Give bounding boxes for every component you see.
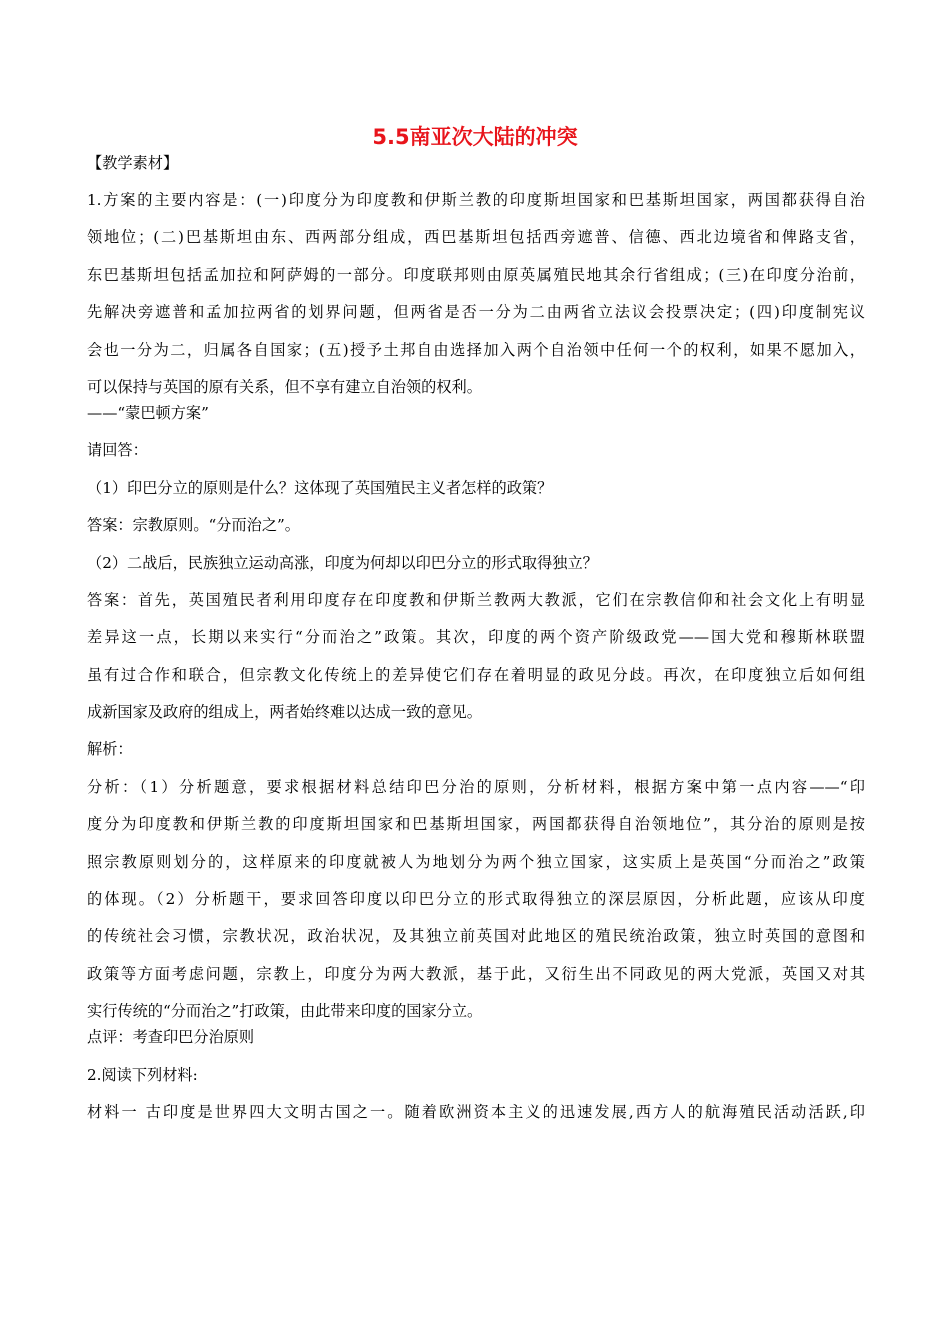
text-line: 虽有过合作和联合，但宗教文化传统上的差异使它们存在着明显的政见分歧。再次，在印度独立后如何组: [87, 665, 865, 684]
text-line: 请回答：: [87, 441, 148, 460]
text-line: 成新国家及政府的组成上，两者始终难以达成一致的意见。: [87, 703, 482, 722]
text-line: 材料一 古印度是世界四大文明古国之一。随着欧洲资本主义的迅速发展,西方人的航海殖民活动活跃,印: [87, 1102, 865, 1121]
text-line: （2）二战后，民族独立运动高涨，印度为何却以印巴分立的形式取得独立？: [87, 553, 598, 572]
text-line: 政策等方面考虑问题，宗教上，印度分为两大教派，基于此，又衍生出不同政见的两大党派，英国又对其: [87, 964, 865, 983]
text-line: 1.方案的主要内容是：(一)印度分为印度教和伊斯兰教的印度斯坦国家和巴基斯坦国家，两国都获得自治: [87, 191, 865, 209]
text-line: 可以保持与英国的原有关系，但不享有建立自治领的权利。: [87, 377, 482, 396]
text-line: 的体现。（2）分析题干，要求回答印度以印巴分立的形式取得独立的深层原因，分析此题，应该从印度: [87, 890, 865, 909]
text-line: 实行传统的“分而治之”打政策，由此带来印度的国家分立。: [87, 1002, 483, 1021]
text-line: 答案：宗教原则。“分而治之”。: [87, 516, 300, 535]
text-line: 照宗教原则划分的，这样原来的印度就被人为地划分为两个独立国家，这实质上是英国“分而治之”政策: [87, 852, 865, 871]
text-line: 分析：（1）分析题意，要求根据材料总结印巴分治的原则，分析材料，根据方案中第一点内容——“印: [87, 777, 865, 796]
text-line: ——“蒙巴顿方案”: [87, 403, 209, 422]
text-line: 东巴基斯坦包括孟加拉和阿萨姆的一部分。印度联邦则由原英属殖民地其余行省组成；(三)在印度分治前，: [87, 265, 865, 284]
text-line: 解析：: [87, 740, 133, 759]
text-line: 2.阅读下列材料:: [87, 1065, 198, 1084]
text-line: 点评：考查印巴分治原则: [87, 1028, 255, 1047]
text-line: 度分为印度教和伊斯兰教的印度斯坦国家和巴基斯坦国家，两国都获得自治领地位”，其分治的原则是按: [87, 815, 865, 834]
text-line: 差异这一点，长期以来实行“分而治之”政策。其次，印度的两个资产阶级政党——国大党和穆斯林联盟: [87, 628, 865, 647]
page-title: 5.5南亚次大陆的冲突: [372, 125, 578, 149]
text-line: 领地位；(二)巴基斯坦由东、西两部分组成，西巴基斯坦包括西旁遮普、信德、西北边境省和俾路支省，: [87, 228, 865, 247]
text-line: （1）印巴分立的原则是什么？这体现了英国殖民主义者怎样的政策？: [87, 478, 553, 497]
text-line: 答案：首先，英国殖民者利用印度存在印度教和伊斯兰教两大教派，它们在宗教信仰和社会文化上有明显: [87, 590, 865, 609]
text-line: 【教学素材】: [87, 154, 179, 172]
text-line: 先解决旁遮普和孟加拉两省的划界问题，但两省是否一分为二由两省立法议会投票决定；(四)印度制宪议: [87, 303, 865, 322]
document-body: [87, 148, 865, 1123]
text-line: 会也一分为二，归属各自国家；(五)授予土邦自由选择加入两个自治领中任何一个的权利，如果不愿加入，: [87, 340, 865, 359]
text-line: 的传统社会习惯，宗教状况，政治状况，及其独立前英国对此地区的殖民统治政策，独立时英国的意图和: [87, 927, 865, 946]
